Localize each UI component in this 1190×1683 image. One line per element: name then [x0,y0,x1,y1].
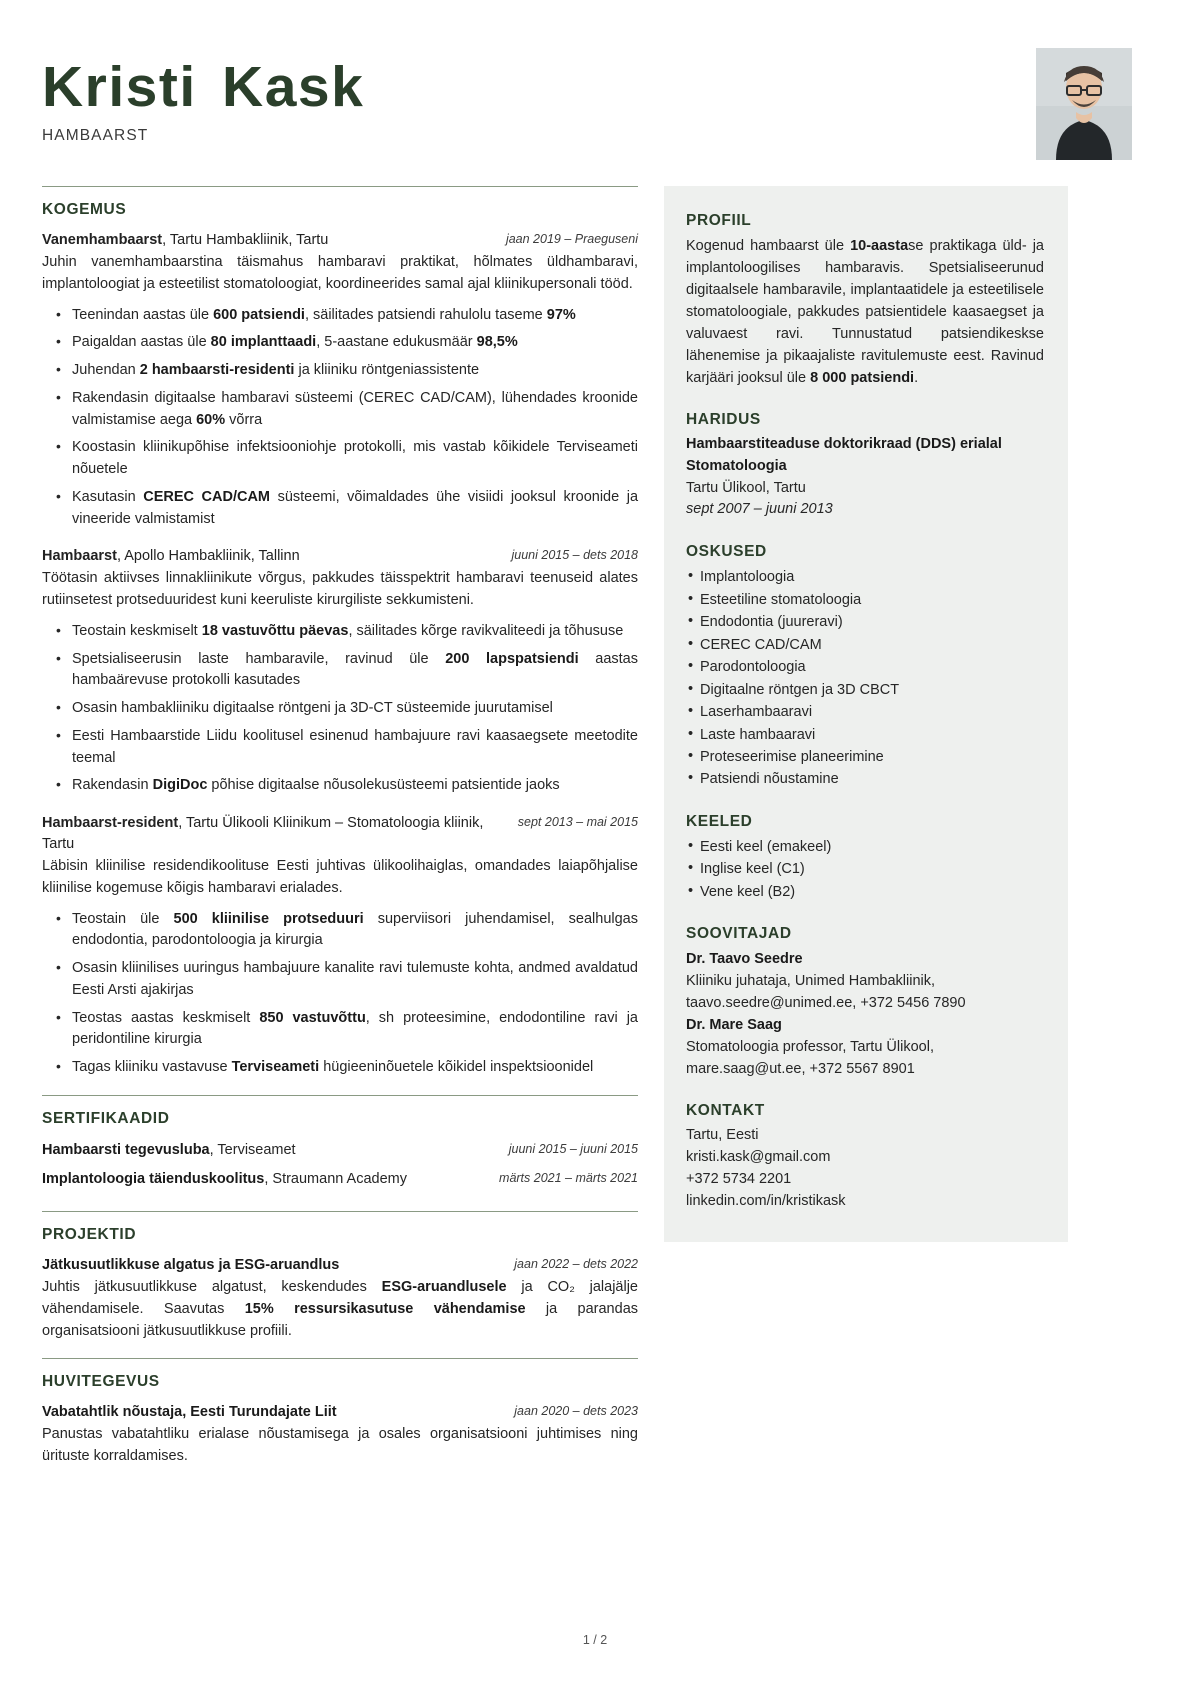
sidebar-section-references [686,925,1044,1080]
header-text-block [42,48,364,145]
experience-entry-description: Töötasin aktiivses linnakliinikute võrgus, pakkudes täisspektrit hambaravi teenuseid alates rutiinsetest protseduuridest kuni keeruliste kirurgiliste sekkumisteni. [42,570,638,609]
experience-bullet: • Teostain keskmiselt 18 vastuvõttu päevas, säilitades kõrge ravikvaliteedi ja tõhususe [72,621,638,643]
resume-body [42,186,1148,1484]
experience-bullet: • Osasin hambakliiniku digitaalse röntgeni ja 3D-CT süsteemide juurutamisel [72,698,638,720]
language-item: • Vene keel (B2) [700,881,1044,903]
page-indicator: 1 / 2 [582,1633,608,1647]
experience-entry-description: Juhin vanemhambaarstina täismahus hambaravi praktikat, hõlmates üldhambaravi, implantoloogiat ja esteetilist stomatoloogiat, koordineerides samal ajal kliinikupersonali tööd. [42,254,638,292]
sidebar-section-skills [686,543,1044,791]
certificate-date: juuni 2015 – juuni 2015 [508,1141,638,1156]
section-divider [42,1358,638,1359]
reference-role: Kliiniku juhataja, Unimed Hambakliinik, [686,972,936,989]
contact-linkedin[interactable]: linkedin.com/in/kristikask [686,1192,846,1209]
reference-contact: mare.saag@ut.ee, +372 5567 8901 [686,1060,915,1077]
certificate-row [42,1139,638,1162]
education-degree: Hambaarstiteaduse doktorikraad (DDS) erialal Stomatoloogia [686,436,1002,474]
skill-item: • Laste hambaaravi [700,724,1044,746]
experience-bullet: • Rakendasin DigiDoc põhise digitaalse nõusolekusüsteemi patsientide jaoks [72,775,638,797]
reference-contact: taavo.seedre@unimed.ee, +372 5456 7890 [686,994,966,1011]
project-entry-header [42,1255,638,1276]
education-date: sept 2007 – juuni 2013 [686,501,833,518]
reference-item [686,1014,1044,1080]
profile-text: Kogenud hambaarst üle 10-aastase praktikaga üld- ja implantoloogilises hambaravis. Spetsialiseerunud digitaalsele hambaravile, implantaatidele ja esteetilisele stomatoloogiale, pakkudes patsientidele kaasaegset ja valuvaest ravi. Tunnustatud patsiendikeskse lähenemise ja pikaajaliste ravitulemuste eest. Ravinud karjääri jooksul üle 8 000 patsiendi. [686,238,1044,387]
experience-entry-header [42,230,638,251]
section-divider [42,1211,638,1212]
skill-item: • Proteseerimise planeerimine [700,746,1044,768]
experience-entry-org: , Apollo Hambakliinik, Tallinn [116,548,300,565]
education-school: Tartu Ülikool, Tartu [686,479,806,496]
reference-item [686,948,1044,1014]
experience-bullet: • Paigaldan aastas üle 80 implanttaadi, 5-aastane edukusmäär 98,5% [72,332,638,354]
section-divider [42,186,638,187]
portrait-photo-icon [1036,48,1132,160]
sidebar-section-languages [686,813,1044,903]
experience-bullet: • Eesti Hambaarstide Liidu koolitusel esinenud hambajuure ravi kaasaegsete meetodite teemal [72,726,638,770]
page-footer [0,1633,1190,1647]
reference-role: Stomatoloogia professor, Tartu Ülikool, [686,1038,934,1055]
skill-item: • Parodontoloogia [700,656,1044,678]
language-item: • Inglise keel (C1) [700,858,1044,880]
experience-entry-role: Vanemhambaarst [42,232,163,248]
experience-bullet: • Teostas aastas keskmiselt 850 vastuvõttu, sh proteesimine, endodontiline ravi ja peridontiline kirurgia [72,1008,638,1052]
certificates-list [42,1139,638,1197]
sidebar-column [664,186,1068,1242]
skill-item: • CEREC CAD/CAM [700,634,1044,656]
resume-header [42,48,1148,160]
experience-entry-role: Hambaarst [42,548,117,565]
sidebar-title-languages: KEELED [686,812,753,830]
skill-item: • Laserhambaaravi [700,701,1044,723]
certificate-org: , Straumann Academy [264,1171,408,1187]
experience-bullet: • Rakendasin digitaalse hambaravi süsteemi (CEREC CAD/CAM), lühendades kroonide valmistamise aega 60% võrra [72,388,638,432]
contact-email[interactable]: kristi.kask@gmail.com [686,1149,831,1165]
experience-bullet: • Teenindan aastas üle 600 patsiendi, säilitades patsiendi rahulolu taseme 97% [72,305,638,327]
experience-entry-date: juuni 2015 – dets 2018 [511,548,638,563]
section-experience [42,186,638,1079]
experience-bullet: • Tagas kliiniku vastavuse Terviseameti hügieeninõuetele kõikidel inspektsioonidel [72,1057,638,1079]
reference-name: Dr. Mare Saag [686,1017,782,1034]
project-entry-description: Juhtis jätkusuutlikkuse algatust, keskendudes ESG-aruandlusele ja CO₂ jalajälje vähendamisele. Saavutas 15% ressursikasutuse vähendamise ja parandas organisatsiooni jätkusuutlikkuse profiili. [42,1279,639,1339]
experience-entry-header [42,813,638,855]
experience-bullet: • Kasutasin CEREC CAD/CAM süsteemi, võimaldades ühe visiidi jooksul kroonide ja vineeride valmistamist [72,487,638,531]
sidebar-title-references: SOOVITAJAD [686,925,792,943]
language-item: • Eesti keel (emakeel) [700,836,1044,858]
experience-entry-date: sept 2013 – mai 2015 [517,815,638,830]
sidebar-section-profile [686,212,1044,389]
certificate-org: , Terviseamet [209,1141,296,1158]
sidebar-title-skills: OSKUSED [686,543,767,561]
references-list [686,948,1044,1080]
hobby-entry-description: Panustas vabatahtliku erialase nõustamisega ja osales organisatsiooni juhtimises ning ürituste korraldamises. [42,1426,638,1465]
certificate-date: märts 2021 – märts 2021 [499,1171,638,1185]
section-title-projects: PROJEKTID [42,1226,137,1244]
certificate-name: Hambaarsti tegevusluba [42,1141,210,1158]
project-entry-date: jaan 2022 – dets 2022 [514,1257,638,1272]
section-projects [42,1211,638,1342]
experience-entry-role: Hambaarst-resident [42,815,179,832]
skill-item: • Endodontia (juureravi) [700,611,1044,633]
avatar [1036,48,1132,160]
experience-entry-description: Läbisin kliinilise residendikoolituse Eesti juhtivas ülikoolihaiglas, omandades laiapõhjalise kliinilise kogemuse kõigis hambaravi erialades. [42,858,638,896]
section-divider [42,1095,638,1096]
reference-name: Dr. Taavo Seedre [686,951,803,968]
projects-list [42,1255,638,1342]
languages-list [686,836,1044,903]
experience-bullet-list [42,909,638,1079]
experience-entry-org: , Tartu Ülikooli Kliinikum – Stomatoloogia kliinik, Tartu [42,815,484,853]
section-hobbies [42,1358,638,1468]
main-column [42,186,638,1484]
experience-bullet-list [42,305,638,531]
page-title: Kristi Kask [42,55,365,119]
sidebar-title-contact: KONTAKT [686,1102,765,1120]
hobby-entry-date: jaan 2020 – dets 2023 [514,1404,638,1419]
experience-bullet: • Teostain üle 500 kliinilise protseduuri superviisori juhendamisel, sealhulgas endodontia, parodontoloogia ja kirurgia [72,909,638,953]
experience-bullet: • Osasin kliinilises uuringus hambajuure kanalite ravi tulemuste kohta, andmed avaldatud Eesti Arsti ajakirjas [72,958,638,1002]
certificate-name: Implantoloogia täienduskoolitus [42,1171,265,1187]
skill-item: • Patsiendi nõustamine [700,768,1044,790]
project-entry-name: Jätkusuutlikkuse algatus ja ESG-aruandlus [42,1257,340,1274]
hobby-entry-header [42,1402,638,1423]
certificate-row [42,1168,638,1191]
job-title: HAMBAARST [42,126,149,144]
experience-bullet-list [42,621,638,797]
experience-bullet: • Spetsialiseerusin laste hambaravile, ravinud üle 200 lapspatsiendi aastas hambaärevuse protokolli kasutades [72,649,638,693]
experience-entry-org: , Tartu Hambakliinik, Tartu [162,232,329,248]
skill-item: • Esteetiline stomatoloogia [700,589,1044,611]
contact-location: Tartu, Eesti [686,1127,759,1144]
experience-entry [42,230,638,530]
sidebar-title-profile: PROFIIL [686,212,752,229]
sidebar-section-education [686,411,1044,521]
experience-list [42,230,638,1079]
hobby-entry-name: Vabatahtlik nõustaja, Eesti Turundajate Liit [42,1404,337,1421]
experience-entry [42,546,638,797]
section-title-hobbies: HUVITEGEVUS [42,1373,160,1391]
sidebar-section-contact [686,1102,1044,1212]
experience-entry-date: jaan 2019 – Praeguseni [505,232,638,246]
hobby-entry [42,1402,638,1468]
section-title-experience: KOGEMUS [42,201,127,218]
sidebar-card [664,186,1068,1242]
experience-entry-header [42,546,638,567]
contact-phone[interactable]: +372 5734 2201 [686,1170,792,1187]
section-title-certificates: SERTIFIKAADID [42,1109,170,1127]
experience-bullet: • Juhendan 2 hambaarsti-residenti ja kliiniku röntgeniassistente [72,360,638,382]
section-certificates [42,1095,638,1197]
sidebar-title-education: HARIDUS [686,411,761,429]
skill-item: • Digitaalne röntgen ja 3D CBCT [700,679,1044,701]
project-entry [42,1255,638,1342]
experience-entry [42,813,638,1079]
experience-bullet: • Koostasin kliinikupõhise infektsiooniohje protokolli, mis vastab kõikidele Terviseameti nõuetele [72,437,638,481]
skill-item: • Implantoloogia [700,566,1044,588]
skills-list [686,566,1044,791]
hobbies-list [42,1402,638,1468]
